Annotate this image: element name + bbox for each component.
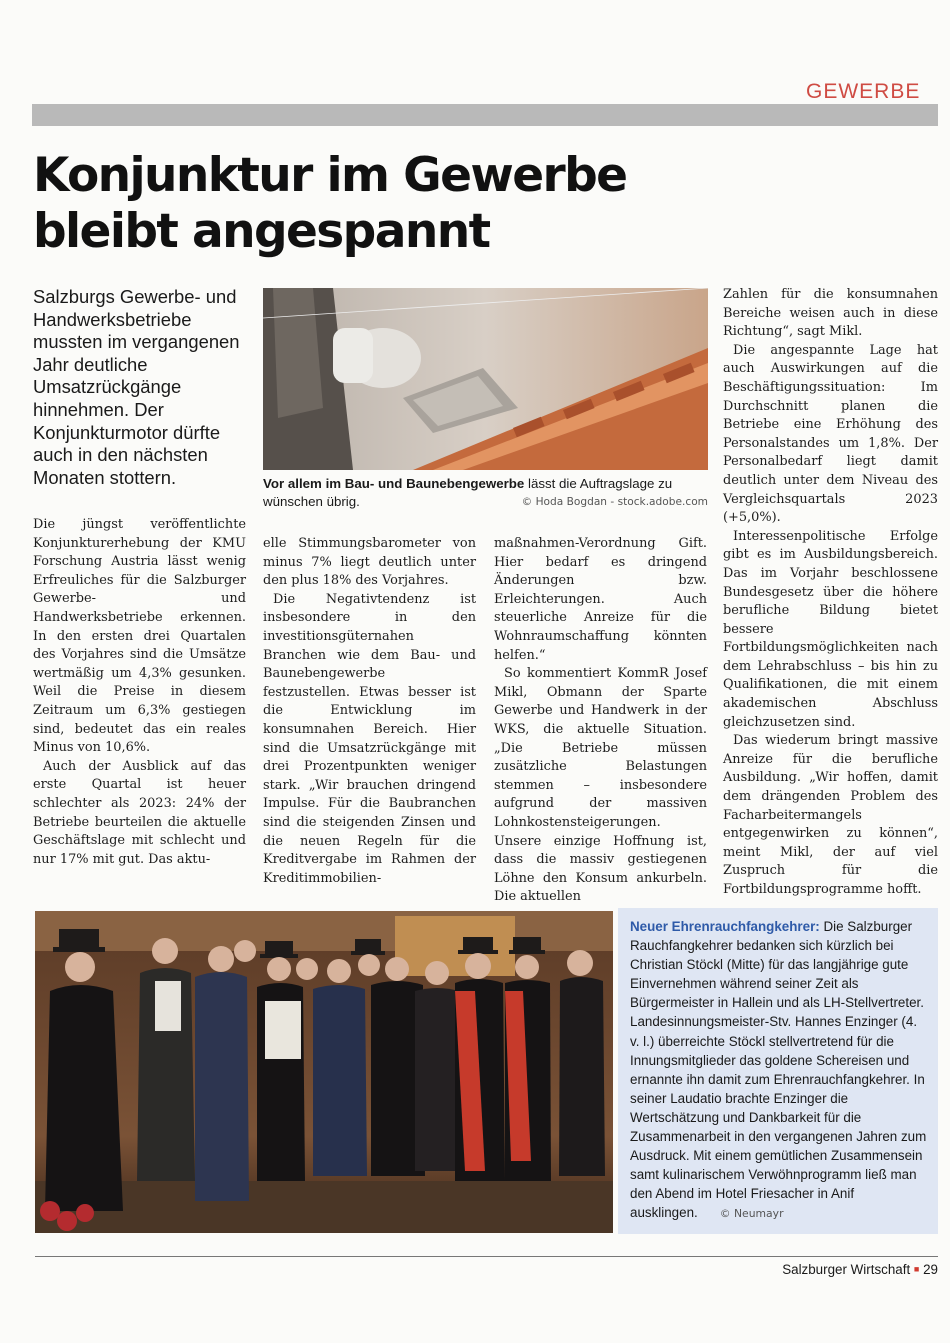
sidebar-highlight: Neuer Ehrenrauchfangkehrer: <box>630 919 820 934</box>
paragraph: Die Negativtendenz ist insbesondere in den investitionsgüternahen Branchen wie dem Bau- und Baunebengewerbe festzustellen. Etwas besser ist die Entwicklung im konsumnahen Bereich. Hier sind die Umsatzrückgänge mit drei Prozentpunkten weniger stark. „Wir brauchen dringend Impulse. Für die Baubranchen sind die steigenden Zinsen und die neuen Regeln für die Kreditvergabe im Rahmen der Kreditimmobilien- <box>263 591 476 886</box>
caption-rest: lässt die Auftragslage zu wünschen übrig. <box>263 476 673 509</box>
paragraph: Das wiederum bringt massive Anreize für die berufliche Ausbildung. „Wir hoffen, damit dem drängenden Problem des Facharbeitermangels entgegenwirken zu können“, meint Mikl, der auf viel Zuspruch für die Fortbildungsprogramme hofft. <box>723 733 938 897</box>
paragraph: Die jüngst veröffentlichte Konjunkturerhebung der KMU Forschung Austria lässt wenig Erfreuliches für die Salzburger Gewerbe- und Handwerksbetriebe erkennen. In den ersten drei Quartalen des Vorjahres sind die Umsätze wertmäßig um 4,3% gesunken. Weil die Preise in diesem Zeitraum um 6,3% gestiegen sind, bedeutet das ein reales Minus von 10,6%. <box>33 517 246 756</box>
chimney-sweeps-group-photo <box>35 911 613 1233</box>
lead-text: Salzburgs Gewerbe- und Handwerksbetriebe mussten im vergangenen Jahr deutliche Umsatzrückgänge hinnehmen. Der Konjunkturmotor dürfte auch in den nächsten Monaten stottern. <box>33 286 240 488</box>
sidebar-credit: © Neumayr <box>719 1207 784 1221</box>
footer-separator-icon: ■ <box>913 1264 920 1274</box>
headline: Konjunktur im Gewerbe bleibt angespannt <box>33 148 627 259</box>
publication-name: Salzburger Wirtschaft <box>782 1262 911 1277</box>
article-column-4 <box>723 286 938 900</box>
paragraph: elle Stimmungsbarometer von minus 7% liegt deutlich unter den plus 18% des Vorjahres. <box>263 536 476 589</box>
paragraph: Auch der Ausblick auf das erste Quartal ist heuer schlechter als 2023: 24% der Betriebe beurteilen die aktuelle Geschäftslage mit schlecht und nur 17% mit gut. Das aktu- <box>33 758 246 867</box>
section-bar <box>32 104 938 126</box>
sidebar-caption-box <box>618 908 938 1234</box>
sidebar-text: Die Salzburger Rauchfangkehrer bedanken sich kürzlich bei Christian Stöckl (Mitte) für das langjährige gute Einvernehmen während seiner Zeit als Bürgermeister in Hallein und als LH-Stellvertreter. Landesinnungsmeister-Stv. Hannes Enzinger (4. v. l.) überreichte Stöckl stellvertretend für die Innungsmitglieder das goldene Schereisen und ernannte ihn damit zum Ehrenrauchfangkehrer. In seiner Laudatio brachte Enzinger die Wertschätzung und Dankbarkeit für die Zusammenarbeit in den vergangenen Jahren zum Ausdruck. Mit einem gemütlichen Zusammensein samt kulinarischem Verwöhnprogramm ließ man den Abend im Hotel Friesacher in Anif ausklingen. <box>630 919 927 1221</box>
section-label: GEWERBE <box>806 80 921 103</box>
article-column-2 <box>263 535 476 888</box>
article-column-1 <box>33 516 246 869</box>
bricklaying-photo <box>263 288 708 470</box>
paragraph: Interessenpolitische Erfolge gibt es im Ausbildungsbereich. Das im Vorjahr beschlossene Bundesgesetz über die höhere berufliche Bildung bietet bessere Fortbildungsmöglichkeiten nach dem Lehrabschluss – bis hin zu Qualifikationen, die mit einem akademischen Abschluss gleichzusetzen sind. <box>723 528 938 730</box>
paragraph: Die angespannte Lage hat auch Auswirkungen auf die Beschäftigungssituation: Im Durchschnitt planen die Betriebe eine Erhöhung des Personalstandes um 1,8%. Der Personalbedarf liegt damit deutlich unter dem Niveau des Vergleichsquartals 2023 (+5,0%). <box>723 342 938 526</box>
page-number: 29 <box>923 1262 938 1277</box>
paragraph: Zahlen für die konsumnahen Bereiche weisen auch in diese Richtung“, sagt Mikl. <box>723 287 938 340</box>
paragraph: So kommentiert KommR Josef Mikl, Obmann der Sparte Gewerbe und Handwerk in der WKS, die aktuelle Situation. „Die Betriebe müssen zusätzliche Belastungen stemmen – insbesondere aufgrund der massiven Lohnkostensteigerungen. Unsere einzige Hoffnung ist, dass die massiv gestiegenen Löhne den Konsum ankurbeln. Die aktuellen <box>494 666 707 905</box>
page-footer <box>720 1262 938 1277</box>
paragraph: maßnahmen-Verordnung Gift. Hier bedarf es dringend Änderungen bzw. Erleichterungen. Auch steuerliche Anreize für die Wohnraumschaffung könnten helfen.“ <box>494 536 707 663</box>
caption-bold: Vor allem im Bau- und Baunebengewerbe <box>263 476 525 491</box>
footer-rule <box>35 1256 938 1257</box>
article-column-3 <box>494 535 707 907</box>
photo-credit: © Hoda Bogdan - stock.adobe.com <box>521 496 708 508</box>
